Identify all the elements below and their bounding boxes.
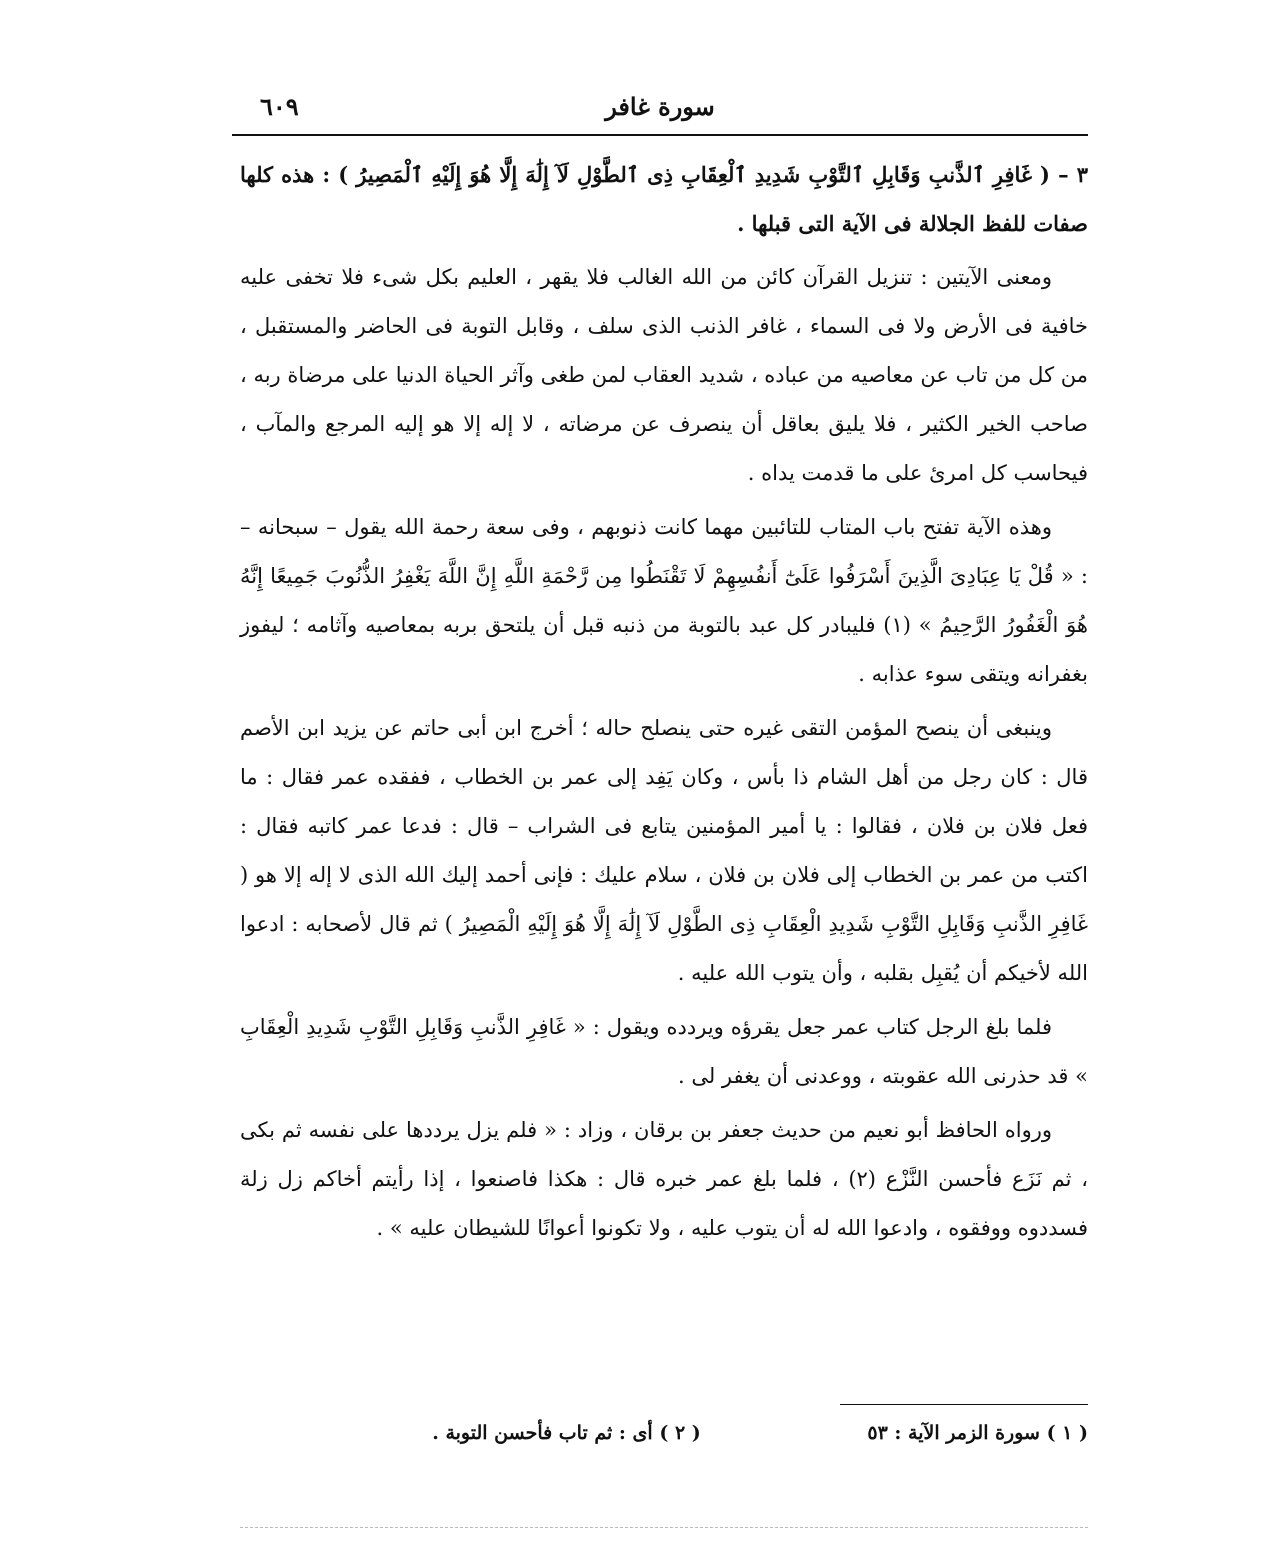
header-divider (232, 134, 1088, 136)
paragraph-narration: ورواه الحافظ أبو نعيم من حديث جعفر بن برقان ، وزاد : « فلم يزل يرددها على نفسه ثم بكى ، ثم نَزَع فأحسن النَّزْع (٢) ، فلما بلغ عمر خبره قال : هكذا فاصنعوا ، إذا رأيتم أخاكم زل زلة فسددوه ووفقوه ، وادعوا الله له أن يتوب عليه ، ولا تكونوا أعوانًا للشيطان عليه » . (240, 1118, 1088, 1240)
footnote-1: ( ١ ) سورة الزمر الآية : ٥٣ (867, 1422, 1088, 1444)
paragraph-hadith: وينبغى أن ينصح المؤمن التقى غيره حتى ينصلح حاله ؛ أخرج ابن أبى حاتم عن يزيد ابن الأصم قال : كان رجل من أهل الشام ذا بأس ، وكان يَفِد إلى عمر بن الخطاب ، ففقده عمر فقال : ما فعل فلان بن فلان ، فقالوا : يا أمير المؤمنين يتابع فى الشراب – قال : فدعا عمر كاتبه فقال : اكتب من عمر بن الخطاب إلى فلان بن فلان ، سلام عليك : فإنى أحمد إليك الله الذى لا إله إلا هو ( غَافِرِ الذَّنبِ وَقَابِلِ التَّوْبِ شَدِيدِ الْعِقَابِ ذِى الطَّوْلِ لَآ إِلَٰهَ إِلَّا هُوَ إِلَيْهِ الْمَصِيرُ ) ثم قال لأصحابه : ادعوا الله لأخيكم أن يُقبِل بقلبه ، وأن يتوب الله عليه . (240, 716, 1088, 985)
page-header (232, 92, 1088, 132)
scan-edge-line (240, 1527, 1088, 1528)
main-text (240, 150, 1088, 1258)
footnote-2: ( ٢ ) أى : ثم تاب فأحسن التوبة . (432, 1422, 701, 1444)
paragraph-letter: فلما بلغ الرجل كتاب عمر جعل يقرؤه ويردده ويقول : « غَافِرِ الذَّنبِ وَقَابِلِ التَّوْبِ شَدِيدِ الْعِقَابِ » قد حذرنى الله عقوبته ، ووعدنى أن يغفر لى . (240, 1015, 1088, 1088)
footnotes (240, 1422, 1088, 1444)
surah-title: سورة غافر (605, 92, 715, 121)
verse-paragraph: ٣ – ( غَافِرِ ٱلذَّنبِ وَقَابِلِ ٱلتَّوْبِ شَدِيدِ ٱلْعِقَابِ ذِى ٱلطَّوْلِ لَآ إِلَٰهَ إِلَّا هُوَ إِلَيْهِ ٱلْمَصِيرُ ) : هذه كلها صفات للفظ الجلالة فى الآية التى قبلها . (240, 162, 1088, 236)
paragraph-meaning: ومعنى الآيتين : تنزيل القرآن كائن من الله الغالب فلا يقهر ، العليم بكل شىء فلا تخفى عليه خافية فى الأرض ولا فى السماء ، غافر الذنب الذى سلف ، وقابل التوبة فى الحاضر والمستقبل ، من كل من تاب عن معاصيه من عباده ، شديد العقاب لمن طغى وآثر الحياة الدنيا على مرضاة ربه ، صاحب الخير الكثير ، فلا يليق بعاقل أن ينصرف عن مرضاته ، لا إله إلا هو إليه المرجع والمآب ، فيحاسب كل امرئ على ما قدمت يداه . (240, 265, 1088, 485)
paragraph-repentance: وهذه الآية تفتح باب المتاب للتائبين مهما كانت ذنوبهم ، وفى سعة رحمة الله يقول – سبحانه – : « قُلْ يَا عِبَادِىَ الَّذِينَ أَسْرَفُوا عَلَىٰٓ أَنفُسِهِمْ لَا تَقْنَطُوا مِن رَّحْمَةِ اللَّهِ إِنَّ اللَّهَ يَغْفِرُ الذُّنُوبَ جَمِيعًا إِنَّهُ هُوَ الْغَفُورُ الرَّحِيمُ » (١) فليبادر كل عبد بالتوبة من ذنبه قبل أن يلتحق بربه بمعاصيه وآثامه ؛ ليفوز بغفرانه ويتقى سوء عذابه . (240, 515, 1088, 686)
page-number: ٦٠٩ (260, 92, 299, 121)
footnote-divider (840, 1404, 1088, 1405)
